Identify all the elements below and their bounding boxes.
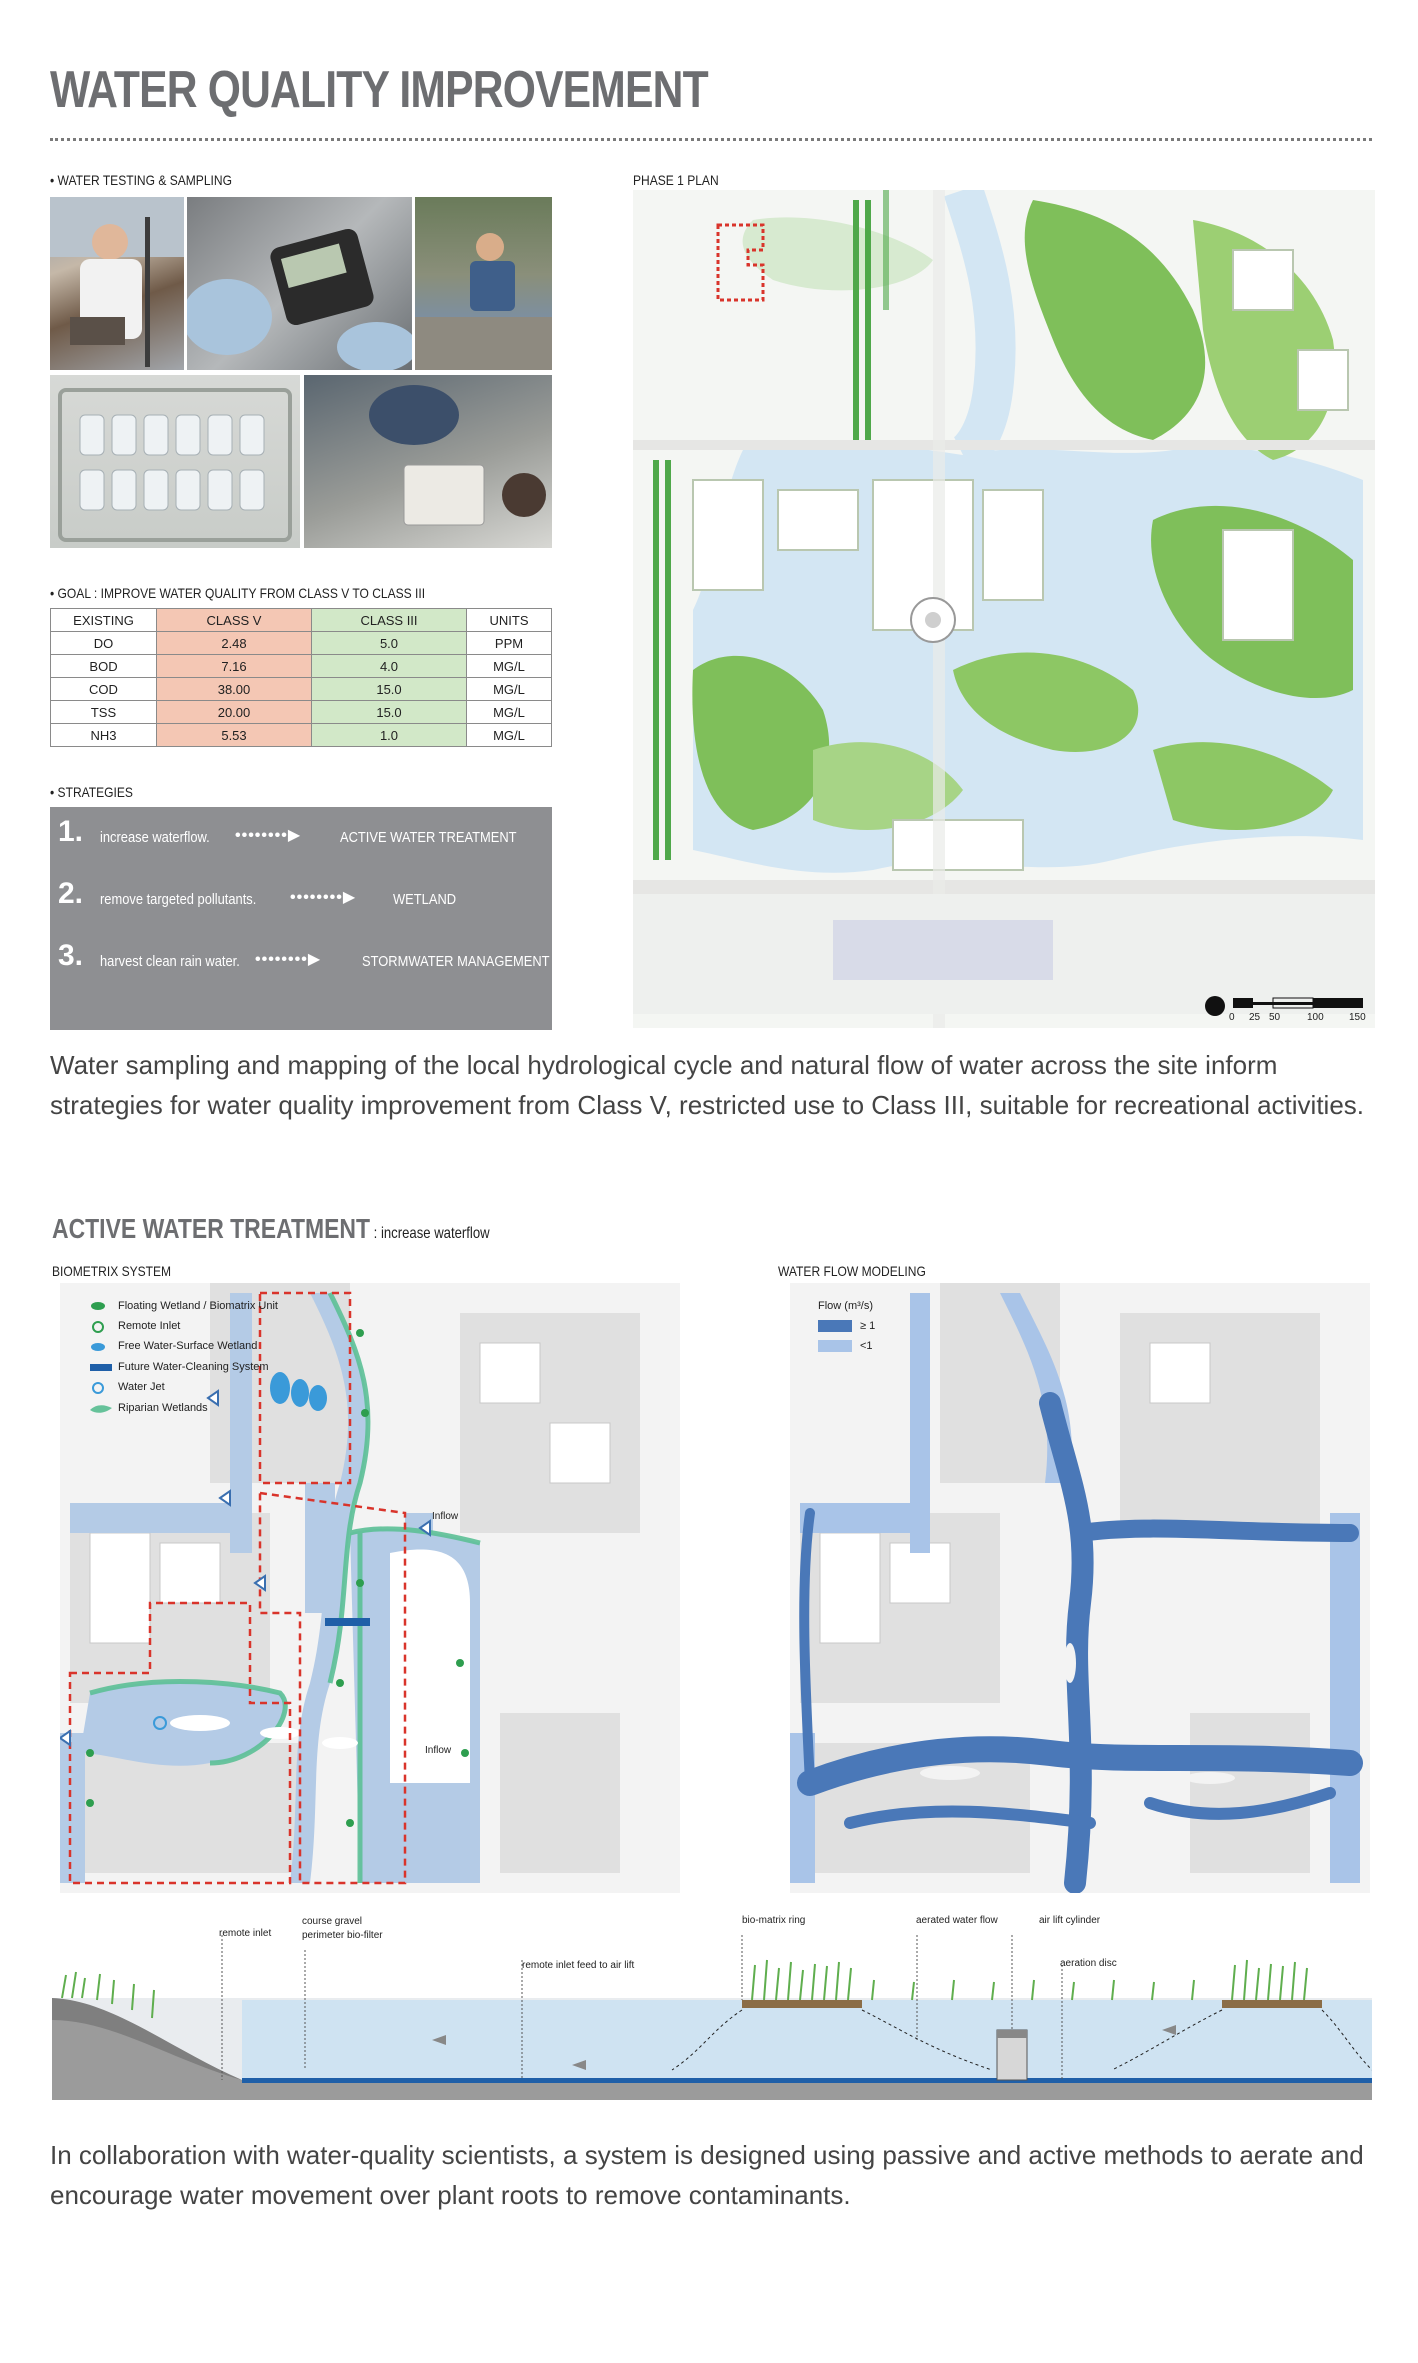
table-cell: 4.0 — [312, 655, 467, 678]
strategy-text: harvest clean rain water. — [100, 953, 240, 970]
table-cell: 5.53 — [157, 724, 312, 747]
flow-model-map — [790, 1283, 1370, 1893]
legend-item: Riparian Wetlands — [118, 1402, 208, 1414]
inflow-label: Inflow — [425, 1745, 452, 1756]
photo-lab-equipment — [304, 375, 552, 548]
table-row — [51, 655, 552, 678]
table-cell: DO — [51, 632, 157, 655]
table-row — [51, 724, 552, 747]
table-header-row — [51, 609, 552, 632]
strategy-number: 3. — [58, 939, 84, 972]
table-cell: MG/L — [467, 655, 552, 678]
flow-low-swatch — [818, 1340, 852, 1352]
inflow-label: Inflow — [432, 1511, 459, 1522]
water-treatment-section — [52, 1915, 1372, 2100]
table-row — [51, 632, 552, 655]
water-quality-table — [50, 608, 552, 747]
flow-legend-title: Flow (m³/s) — [818, 1300, 873, 1312]
section-label: aeration disc — [1060, 1958, 1117, 1969]
strategy-text: remove targeted pollutants. — [100, 891, 257, 908]
section-label: air lift cylinder — [1039, 1915, 1101, 1926]
strategies-panel — [50, 807, 552, 1030]
photo-sample-bottles — [50, 375, 300, 548]
closing-paragraph: In collaboration with water-quality scientists, a system is designed using passive and active methods to aerate and encourage water movement over plant roots to remove contaminants. — [50, 2140, 1364, 2210]
legend-item: Remote Inlet — [118, 1320, 181, 1332]
goal-heading: • GOAL : IMPROVE WATER QUALITY FROM CLASS V TO CLASS III — [50, 585, 426, 601]
strategy-number: 2. — [58, 877, 84, 910]
strategy-target: WETLAND — [393, 891, 457, 908]
legend-item: Future Water-Cleaning System — [118, 1361, 269, 1373]
section-label: course gravel perimeter bio-filter — [302, 1916, 383, 1941]
legend-item: Free Water-Surface Wetland — [118, 1340, 258, 1352]
table-cell: PPM — [467, 632, 552, 655]
section-label: aerated water flow — [916, 1915, 998, 1926]
biometrix-heading: BIOMETRIX SYSTEM — [52, 1263, 172, 1279]
table-cell: 2.48 — [157, 632, 312, 655]
treatment-subtitle: : increase waterflow — [370, 1225, 490, 1242]
legend-item: ≥ 1 — [860, 1320, 876, 1332]
table-cell: TSS — [51, 701, 157, 724]
title-divider — [50, 138, 1372, 141]
legend-item: <1 — [860, 1340, 873, 1352]
table-cell: 5.0 — [312, 632, 467, 655]
strategies-heading: • STRATEGIES — [50, 784, 133, 800]
table-cell: 20.00 — [157, 701, 312, 724]
active-water-treatment-heading — [52, 1213, 490, 1245]
biometrix-legend — [90, 1300, 330, 1430]
dotted-arrow: ••••••••▶ — [290, 889, 357, 906]
table-cell: 38.00 — [157, 678, 312, 701]
table-cell: MG/L — [467, 678, 552, 701]
scale-tick: 0 — [1229, 1012, 1235, 1023]
phase1-site-plan — [633, 190, 1375, 1028]
dotted-arrow: ••••••••▶ — [255, 951, 322, 968]
column-header: CLASS III — [312, 609, 467, 632]
legend-item: Water Jet — [118, 1381, 165, 1393]
scale-tick: 25 — [1249, 1012, 1261, 1023]
section-label: remote inlet feed to air lift — [522, 1960, 635, 1971]
scale-tick: 100 — [1307, 1012, 1324, 1023]
page-title: WATER QUALITY IMPROVEMENT — [50, 61, 708, 119]
section-label: bio-matrix ring — [742, 1915, 806, 1926]
column-header: UNITS — [467, 609, 552, 632]
column-header: EXISTING — [51, 609, 157, 632]
table-row — [51, 678, 552, 701]
phase1-plan-heading: PHASE 1 PLAN — [633, 172, 719, 188]
strategy-target: ACTIVE WATER TREATMENT — [340, 829, 517, 846]
flow-legend — [818, 1300, 938, 1360]
table-cell: BOD — [51, 655, 157, 678]
flow-high-swatch — [818, 1320, 852, 1332]
table-cell: NH3 — [51, 724, 157, 747]
scale-tick: 150 — [1349, 1012, 1366, 1023]
photo-sampler-man — [50, 197, 184, 370]
photo-meter-closeup — [187, 197, 412, 370]
column-header: CLASS V — [157, 609, 312, 632]
dotted-arrow: ••••••••▶ — [235, 827, 302, 844]
table-cell: MG/L — [467, 724, 552, 747]
table-cell: MG/L — [467, 701, 552, 724]
strategy-target: STORMWATER MANAGEMENT — [362, 953, 550, 970]
table-cell: 1.0 — [312, 724, 467, 747]
section-label: remote inlet — [219, 1928, 272, 1939]
table-cell: 7.16 — [157, 655, 312, 678]
table-cell: COD — [51, 678, 157, 701]
legend-item: Floating Wetland / Biomatrix Unit — [118, 1300, 278, 1312]
scale-tick: 50 — [1269, 1012, 1281, 1023]
table-cell: 15.0 — [312, 678, 467, 701]
strategy-number: 1. — [58, 815, 84, 848]
treatment-title: ACTIVE WATER TREATMENT — [52, 1213, 371, 1244]
photo-stream-sampling — [415, 197, 552, 370]
strategy-text: increase waterflow. — [100, 829, 210, 846]
water-testing-heading: • WATER TESTING & SAMPLING — [50, 172, 232, 188]
flow-modeling-heading: WATER FLOW MODELING — [778, 1263, 926, 1279]
intro-paragraph: Water sampling and mapping of the local hydrological cycle and natural flow of water across the site inform strategies for water quality improvement from Class V, restricted use to Class III, suitable for recreational activities. — [50, 1050, 1365, 1120]
table-cell: 15.0 — [312, 701, 467, 724]
table-row — [51, 701, 552, 724]
